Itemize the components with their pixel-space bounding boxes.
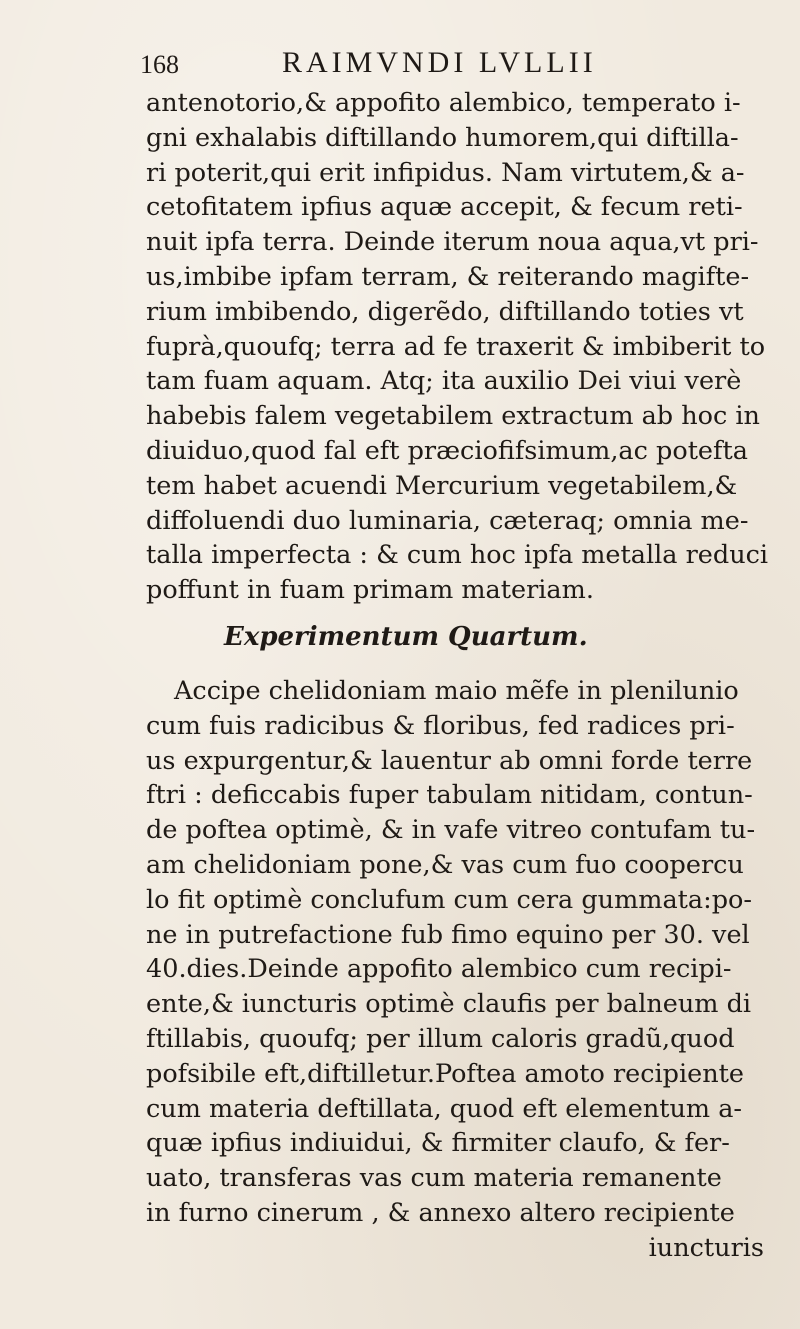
text-line: poffunt in fuam primam materiam. xyxy=(146,575,594,606)
section-heading: Experimentum Quartum. xyxy=(224,621,588,652)
text-line: diuiduo,quod fal eft præciofifsimum,ac potefta xyxy=(146,435,748,466)
text-line: rium imbibendo, digerẽdo, diftillando toties vt xyxy=(146,296,744,327)
text-line: de poftea optimè, & in vafe vitreo contufam tu- xyxy=(146,815,756,846)
spacer xyxy=(146,660,786,674)
text-line: lo fit optimè conclufum cum cera gummata:po- xyxy=(146,884,752,915)
page-header xyxy=(140,46,780,86)
text-line: fuprà,quoufq; terra ad fe traxerit & imbiberit to xyxy=(146,331,766,362)
text-line: cum fuis radicibus & floribus, fed radices pri- xyxy=(146,710,735,741)
body-text xyxy=(146,86,786,1266)
text-line: antenotorio,& appofito alembico, temperato i- xyxy=(146,88,741,118)
text-line: ne in putrefactione fub fimo equino per 30. vel xyxy=(146,919,750,950)
text-line: habebis falem vegetabilem extractum ab hoc in xyxy=(146,401,760,432)
text-line: uato, transferas vas cum materia remanente xyxy=(146,1163,722,1194)
text-line: diffoluendi duo luminaria, cæteraq; omnia me- xyxy=(146,505,749,536)
paragraph-2 xyxy=(146,674,786,1231)
text-line: quæ ipfius indiuidui, & firmiter claufo, & fer- xyxy=(146,1128,730,1159)
text-line: us,imbibe ipfam terram, & reiterando magifte- xyxy=(146,261,750,292)
text-line: nuit ipfa terra. Deinde iterum noua aqua,vt pri- xyxy=(146,227,759,258)
text-line: in furno cinerum , & annexo altero recipiente xyxy=(146,1197,735,1228)
catchword: iuncturis xyxy=(648,1232,764,1263)
text-line: Accipe chelidoniam maio mẽfe in plenilunio xyxy=(174,675,739,706)
paragraph-1 xyxy=(146,86,786,608)
text-line: pofsibile eft,diftilletur.Poftea amoto recipiente xyxy=(146,1058,745,1089)
text-line: talla imperfecta : & cum hoc ipfa metalla reduci xyxy=(146,540,769,571)
page-number: 168 xyxy=(140,50,179,79)
text-line: cum materia deftillata, quod eft elementum a- xyxy=(146,1093,743,1124)
running-title: RAIMVNDI LVLLII xyxy=(282,46,597,79)
text-line: 40.dies.Deinde appofito alembico cum recipi- xyxy=(146,954,732,985)
text-line: gni exhalabis diftillando humorem,qui diftilla- xyxy=(146,122,739,153)
text-line: cetofitatem ipfius aquæ accepit, & fecum reti- xyxy=(146,192,743,223)
text-line: us expurgentur,& lauentur ab omni forde terre xyxy=(146,745,753,776)
text-line: ftillabis, quoufq; per illum caloris gradũ,quod xyxy=(146,1023,735,1054)
text-line: ente,& iuncturis optimè claufis per balneum di xyxy=(146,989,752,1020)
text-line: tam fuam aquam. Atq; ita auxilio Dei viui verè xyxy=(146,366,742,397)
text-line: tem habet acuendi Mercurium vegetabilem,& xyxy=(146,470,738,501)
text-line: ri poterit,qui erit infipidus. Nam virtutem,& a- xyxy=(146,157,745,188)
text-line: ftri : deficcabis fuper tabulam nitidam, contun- xyxy=(146,780,753,811)
text-line: am chelidoniam pone,& vas cum fuo coopercu xyxy=(146,849,744,880)
